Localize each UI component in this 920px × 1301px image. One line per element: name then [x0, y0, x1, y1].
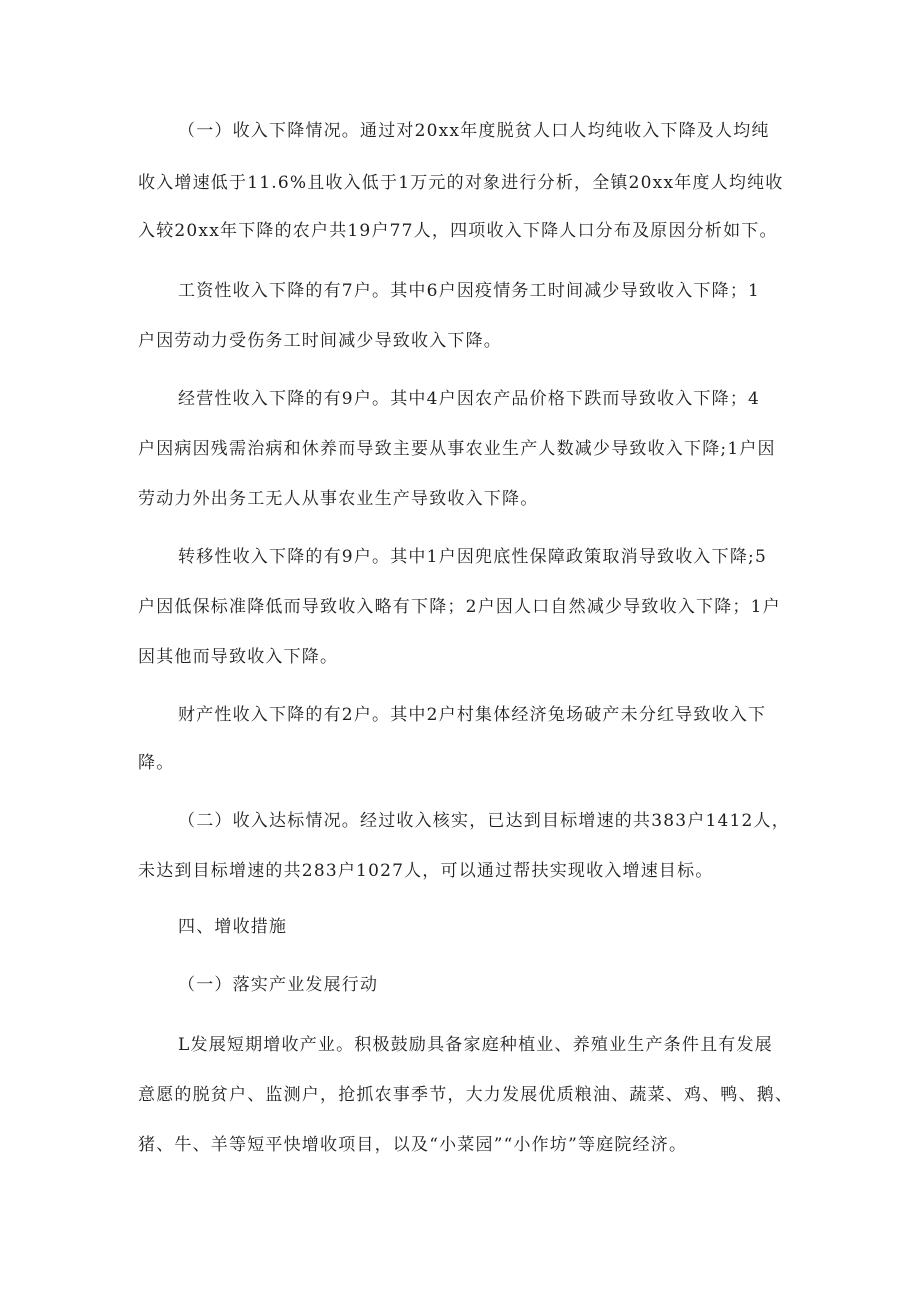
text-line: 未达到目标增速的共283户1027人，可以通过帮扶实现收入增速目标。 — [138, 861, 714, 881]
text-line: 户因低保标准降低而导致收入略有下降；2户因人口自然减少导致收入下降；1户 — [138, 597, 781, 617]
text-line: 意愿的脱贫户、监测户，抢抓农事季节，大力发展优质粮油、蔬菜、鸡、鸭、鹅、 — [138, 1085, 794, 1105]
section-heading: 四、增收措施 — [178, 917, 288, 937]
text-line: 猪、牛、羊等短平快增收项目，以及“小菜园”“小作坊”等庭院经济。 — [138, 1135, 688, 1155]
text-line: 经营性收入下降的有9户。其中4户因农产品价格下跌而导致收入下降；4 — [178, 389, 761, 409]
text-line: 户因病因残需治病和休养而导致主要从事农业生产人数减少导致收入下降;1户因 — [138, 439, 776, 459]
subsection-heading: （一）落实产业发展行动 — [178, 975, 379, 995]
text-line: 转移性收入下降的有9户。其中1户因兜底性保障政策取消导致收入下降;5 — [178, 547, 767, 567]
text-line: （二）收入达标情况。经过收入核实，已达到目标增速的共383户1412人， — [178, 811, 790, 831]
text-line: 入较20xx年下降的农户共19户77人，四项收入下降人口分布及原因分析如下。 — [138, 221, 778, 241]
text-line: 因其他而导致收入下降。 — [138, 647, 339, 667]
text-line: 劳动力外出务工无人从事农业生产导致收入下降。 — [138, 489, 539, 509]
text-line: （一）收入下降情况。通过对20xx年度脱贫人口人均纯收入下降及人均纯 — [178, 121, 770, 141]
text-line: 工资性收入下降的有7户。其中6户因疫情务工时间减少导致收入下降；1 — [178, 281, 761, 301]
text-line: 收入增速低于11.6%且收入低于1万元的对象进行分析，全镇20xx年度人均纯收 — [138, 173, 784, 193]
text-line: 户因劳动力受伤务工时间减少导致收入下降。 — [138, 331, 502, 351]
text-line: 财产性收入下降的有2户。其中2户村集体经济兔场破产未分红导致收入下 — [178, 705, 767, 725]
text-line: L发展短期增收产业。积极鼓励具备家庭种植业、养殖业生产条件且有发展 — [178, 1035, 773, 1055]
text-line: 降。 — [138, 753, 175, 773]
